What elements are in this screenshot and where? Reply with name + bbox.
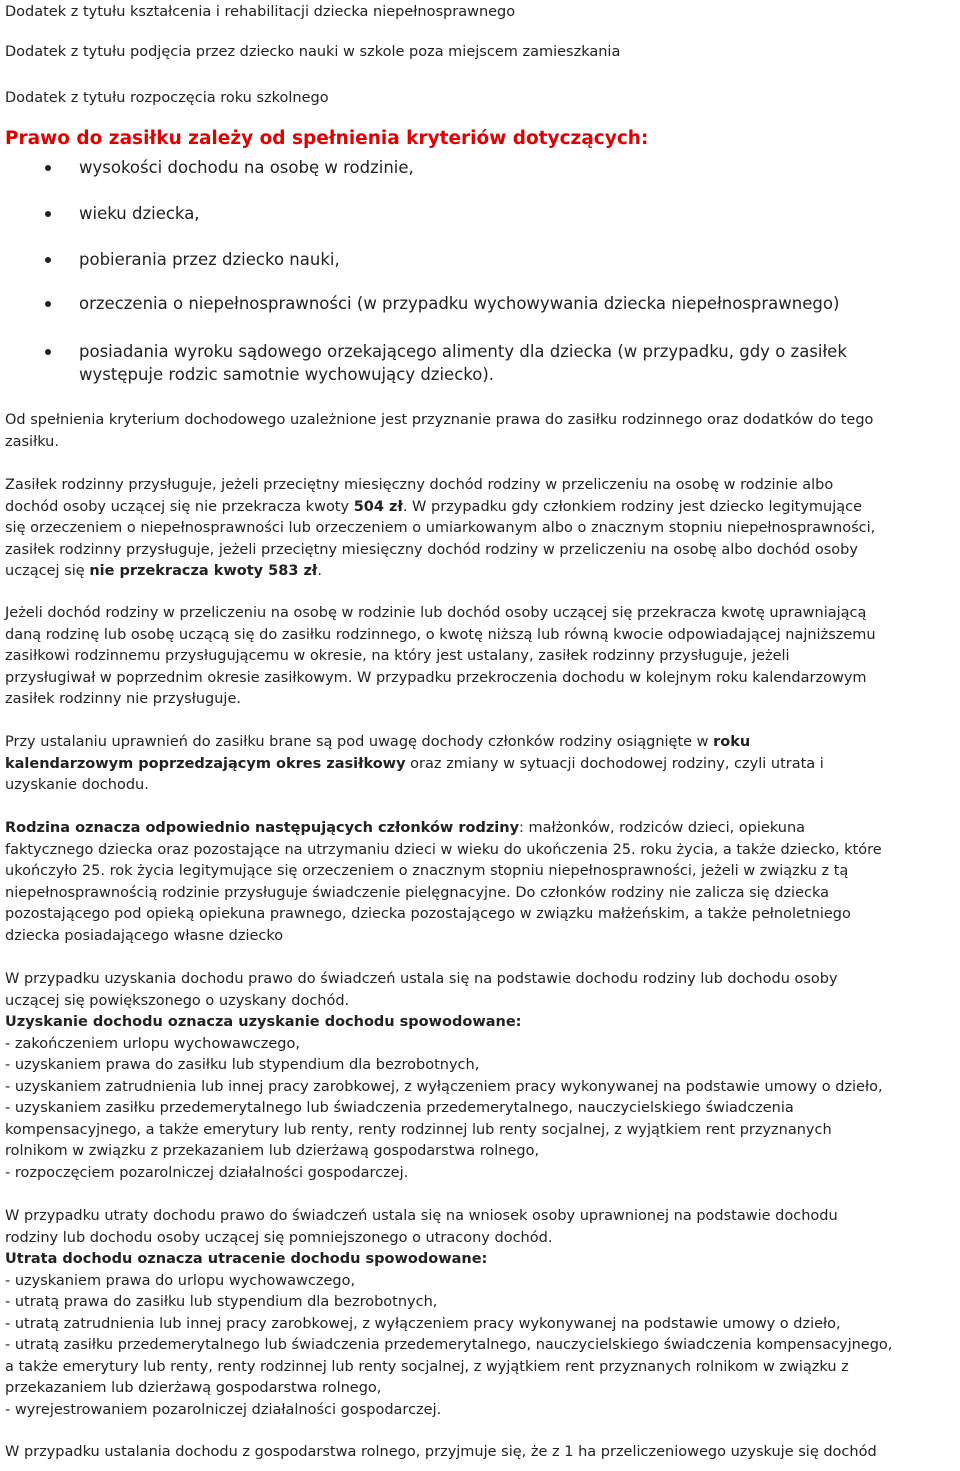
paragraph xyxy=(5,475,955,583)
text-line: zasiłek rodzinny nie przysługuje. xyxy=(5,691,241,707)
criteria-text: posiadania wyroku sądowego orzekającego alimenty dla dziecka (w przypadku, gdy o zasiłek xyxy=(79,342,847,361)
list-item: - uzyskaniem zasiłku przedemerytalnego lub świadczenia przedemerytalnego, nauczycielskiego świadczenia xyxy=(5,1100,794,1116)
text-run: : małżonków, rodziców dzieci, opiekuna xyxy=(519,820,806,836)
list-item: a także emerytury lub renty, renty rodzinnej lub renty socjalnej, z wyjątkiem rent przyznanych rolnikom w związku z xyxy=(5,1358,849,1375)
text-line: W przypadku uzyskania dochodu prawo do świadczeń ustala się na podstawie dochodu rodziny lub dochodu osoby xyxy=(5,971,838,987)
list-item: kompensacyjnego, a także emerytury lub renty, renty rodzinnej lub renty socjalnej, z wyjątkiem rent przyznanych xyxy=(5,1121,832,1138)
list-item: - utratą zatrudnienia lub innej pracy zarobkowej, z wyłączeniem pracy wykonywanej na podstawie umowy o dzieło, xyxy=(5,1315,841,1332)
section-heading xyxy=(5,1249,955,1271)
bullet-icon xyxy=(45,211,51,217)
list-item: - uzyskaniem zatrudnienia lub innej pracy zarobkowej, z wyłączeniem pracy wykonywanej na podstawie umowy o dzieło, xyxy=(5,1078,883,1095)
paragraph xyxy=(5,818,955,947)
text-run: oraz zmiany w sytuacji dochodowej rodziny, czyli utrata i xyxy=(405,755,824,772)
list-item: - zakończeniem urlopu wychowawczego, xyxy=(5,1035,300,1052)
text-line xyxy=(5,732,955,754)
text-run: uczącej się xyxy=(5,563,90,579)
amount-583: nie przekracza kwoty 583 zł xyxy=(89,563,318,579)
criteria-text: wysokości dochodu na osobę w rodzinie, xyxy=(79,158,414,177)
text-line: Od spełnienia kryterium dochodowego uzależnione jest przyznanie prawa do zasiłku rodzinnego oraz dodatków do tego xyxy=(5,412,874,428)
bold-run: Uzyskanie dochodu oznacza uzyskanie dochodu spowodowane: xyxy=(5,1014,522,1030)
text-line: Zasiłek rodzinny przysługuje, jeżeli przeciętny miesięczny dochód rodziny w przeliczeniu na osobę w rodzinie albo xyxy=(5,477,834,493)
list-item: - utratą prawa do zasiłku lub stypendium dla bezrobotnych, xyxy=(5,1294,438,1310)
criteria-text: pobierania przez dziecko nauki, xyxy=(79,250,340,269)
header-line: Dodatek z tytułu rozpoczęcia roku szkolnego xyxy=(5,90,329,106)
text-line: faktycznego dziecka oraz pozostające na utrzymaniu dzieci w wieku do ukończenia 25. roku życia, a także dziecko, które xyxy=(5,841,882,858)
text-line xyxy=(5,497,955,519)
paragraph xyxy=(5,1442,955,1464)
amount-504: 504 zł xyxy=(353,498,403,515)
text-line: się orzeczeniem o niepełnosprawności lub orzeczeniem o umiarkowanym albo o znacznym stopniu niepełnosprawności, xyxy=(5,520,876,536)
criteria-text: występuje rodzic samotnie wychowujący dziecko). xyxy=(79,365,495,384)
text-run: dochód osoby uczącej się nie przekracza kwoty xyxy=(5,498,354,515)
text-run: . xyxy=(317,563,322,579)
bold-run: roku xyxy=(713,734,751,750)
list-item: - rozpoczęciem pozarolniczej działalności gospodarczej. xyxy=(5,1164,409,1181)
text-line xyxy=(5,818,955,840)
paragraph xyxy=(5,969,955,1184)
section-heading xyxy=(5,1012,955,1034)
bold-run: kalendarzowym poprzedzającym okres zasiłkowy xyxy=(5,755,406,772)
criteria-text: wieku dziecka, xyxy=(79,204,200,223)
bullet-icon xyxy=(45,165,51,171)
text-line: Jeżeli dochód rodziny w przeliczeniu na osobę w rodzinie lub dochód osoby uczącej się przekracza kwotę uprawniającą xyxy=(5,605,867,621)
text-line: uzyskanie dochodu. xyxy=(5,777,149,793)
paragraph xyxy=(5,410,955,453)
text-line: W przypadku ustalania dochodu z gospodarstwa rolnego, przyjmuje się, że z 1 ha przeliczeniowego uzyskuje się dochód xyxy=(5,1444,877,1460)
header-line: Dodatek z tytułu kształcenia i rehabilitacji dziecka niepełnosprawnego xyxy=(5,4,516,20)
text-line: zasiłek rodzinny przysługuje, jeżeli przeciętny miesięczny dochód rodziny w przeliczeniu na osobę albo dochód osoby xyxy=(5,541,858,558)
text-line: dziecka posiadającego własne dziecko xyxy=(5,927,284,944)
text-line: zasiłku. xyxy=(5,433,59,450)
list-item: - wyrejestrowaniem pozarolniczej działalności gospodarczej. xyxy=(5,1401,442,1418)
bold-run: Utrata dochodu oznacza utracenie dochodu spowodowane: xyxy=(5,1251,488,1267)
criteria-heading: Prawo do zasiłku zależy od spełnienia kryteriów dotyczących: xyxy=(5,128,649,149)
paragraph xyxy=(5,603,955,711)
bullet-icon xyxy=(45,257,51,263)
bullet-icon xyxy=(45,349,51,355)
paragraph xyxy=(5,732,955,797)
list-item: rolnikom w związku z przekazaniem lub dzierżawą gospodarstwa rolnego, xyxy=(5,1143,540,1159)
text-run: . W przypadku gdy członkiem rodziny jest dziecko legitymujące xyxy=(402,498,863,515)
text-line: rodziny lub dochodu osoby uczącej się pomniejszonego o utracony dochód. xyxy=(5,1229,553,1246)
text-line xyxy=(5,754,955,776)
list-item: - uzyskaniem prawa do zasiłku lub stypendium dla bezrobotnych, xyxy=(5,1057,480,1073)
header-line: Dodatek z tytułu podjęcia przez dziecko nauki w szkole poza miejscem zamieszkania xyxy=(5,44,621,60)
text-line: uczącej się powiększonego o uzyskany dochód. xyxy=(5,992,350,1009)
text-line: W przypadku utraty dochodu prawo do świadczeń ustala się na wniosek osoby uprawnionej na podstawie dochodu xyxy=(5,1208,838,1224)
text-line: przysługiwał w poprzednim okresie zasiłkowym. W przypadku przekroczenia dochodu w kolejnym roku kalendarzowym xyxy=(5,669,867,686)
list-item: przekazaniem lub dzierżawą gospodarstwa rolnego, xyxy=(5,1380,382,1396)
text-line xyxy=(5,561,955,583)
list-item: - utratą zasiłku przedemerytalnego lub świadczenia przedemerytalnego, nauczycielskiego świadczenia kompensacyjnego, xyxy=(5,1337,893,1353)
text-line: ukończyło 25. rok życia legitymujące się orzeczeniem o znacznym stopniu niepełnosprawności, jeżeli w związku z tą xyxy=(5,863,849,879)
bullet-icon xyxy=(45,301,51,307)
text-line: niepełnosprawnością rodzinie przysługuje świadczenie pielęgnacyjne. Do członków rodziny nie zalicza się dziecka xyxy=(5,884,830,901)
list-item: - uzyskaniem prawa do urlopu wychowawczego, xyxy=(5,1272,356,1289)
criteria-text: orzeczenia o niepełnosprawności (w przypadku wychowywania dziecka niepełnosprawnego) xyxy=(79,294,840,313)
text-run: Przy ustalaniu uprawnień do zasiłku brane są pod uwagę dochody członków rodziny osiągnięte w xyxy=(5,734,714,750)
bold-run: Rodzina oznacza odpowiednio następujących członków rodziny xyxy=(5,820,520,836)
text-line: daną rodzinę lub osobę uczącą się do zasiłku rodzinnego, o kwotę niższą lub równą kwocie odpowiadającej najniższemu xyxy=(5,626,876,643)
paragraph xyxy=(5,1206,955,1421)
text-line: pozostającego pod opieką opiekuna prawnego, dziecka pozostającego w związku małżeńskim, a także pełnoletniego xyxy=(5,906,851,922)
text-line: zasiłkowi rodzinnemu przysługującemu w okresie, na który jest ustalany, zasiłek rodzinny przysługuje, jeżeli xyxy=(5,648,790,664)
